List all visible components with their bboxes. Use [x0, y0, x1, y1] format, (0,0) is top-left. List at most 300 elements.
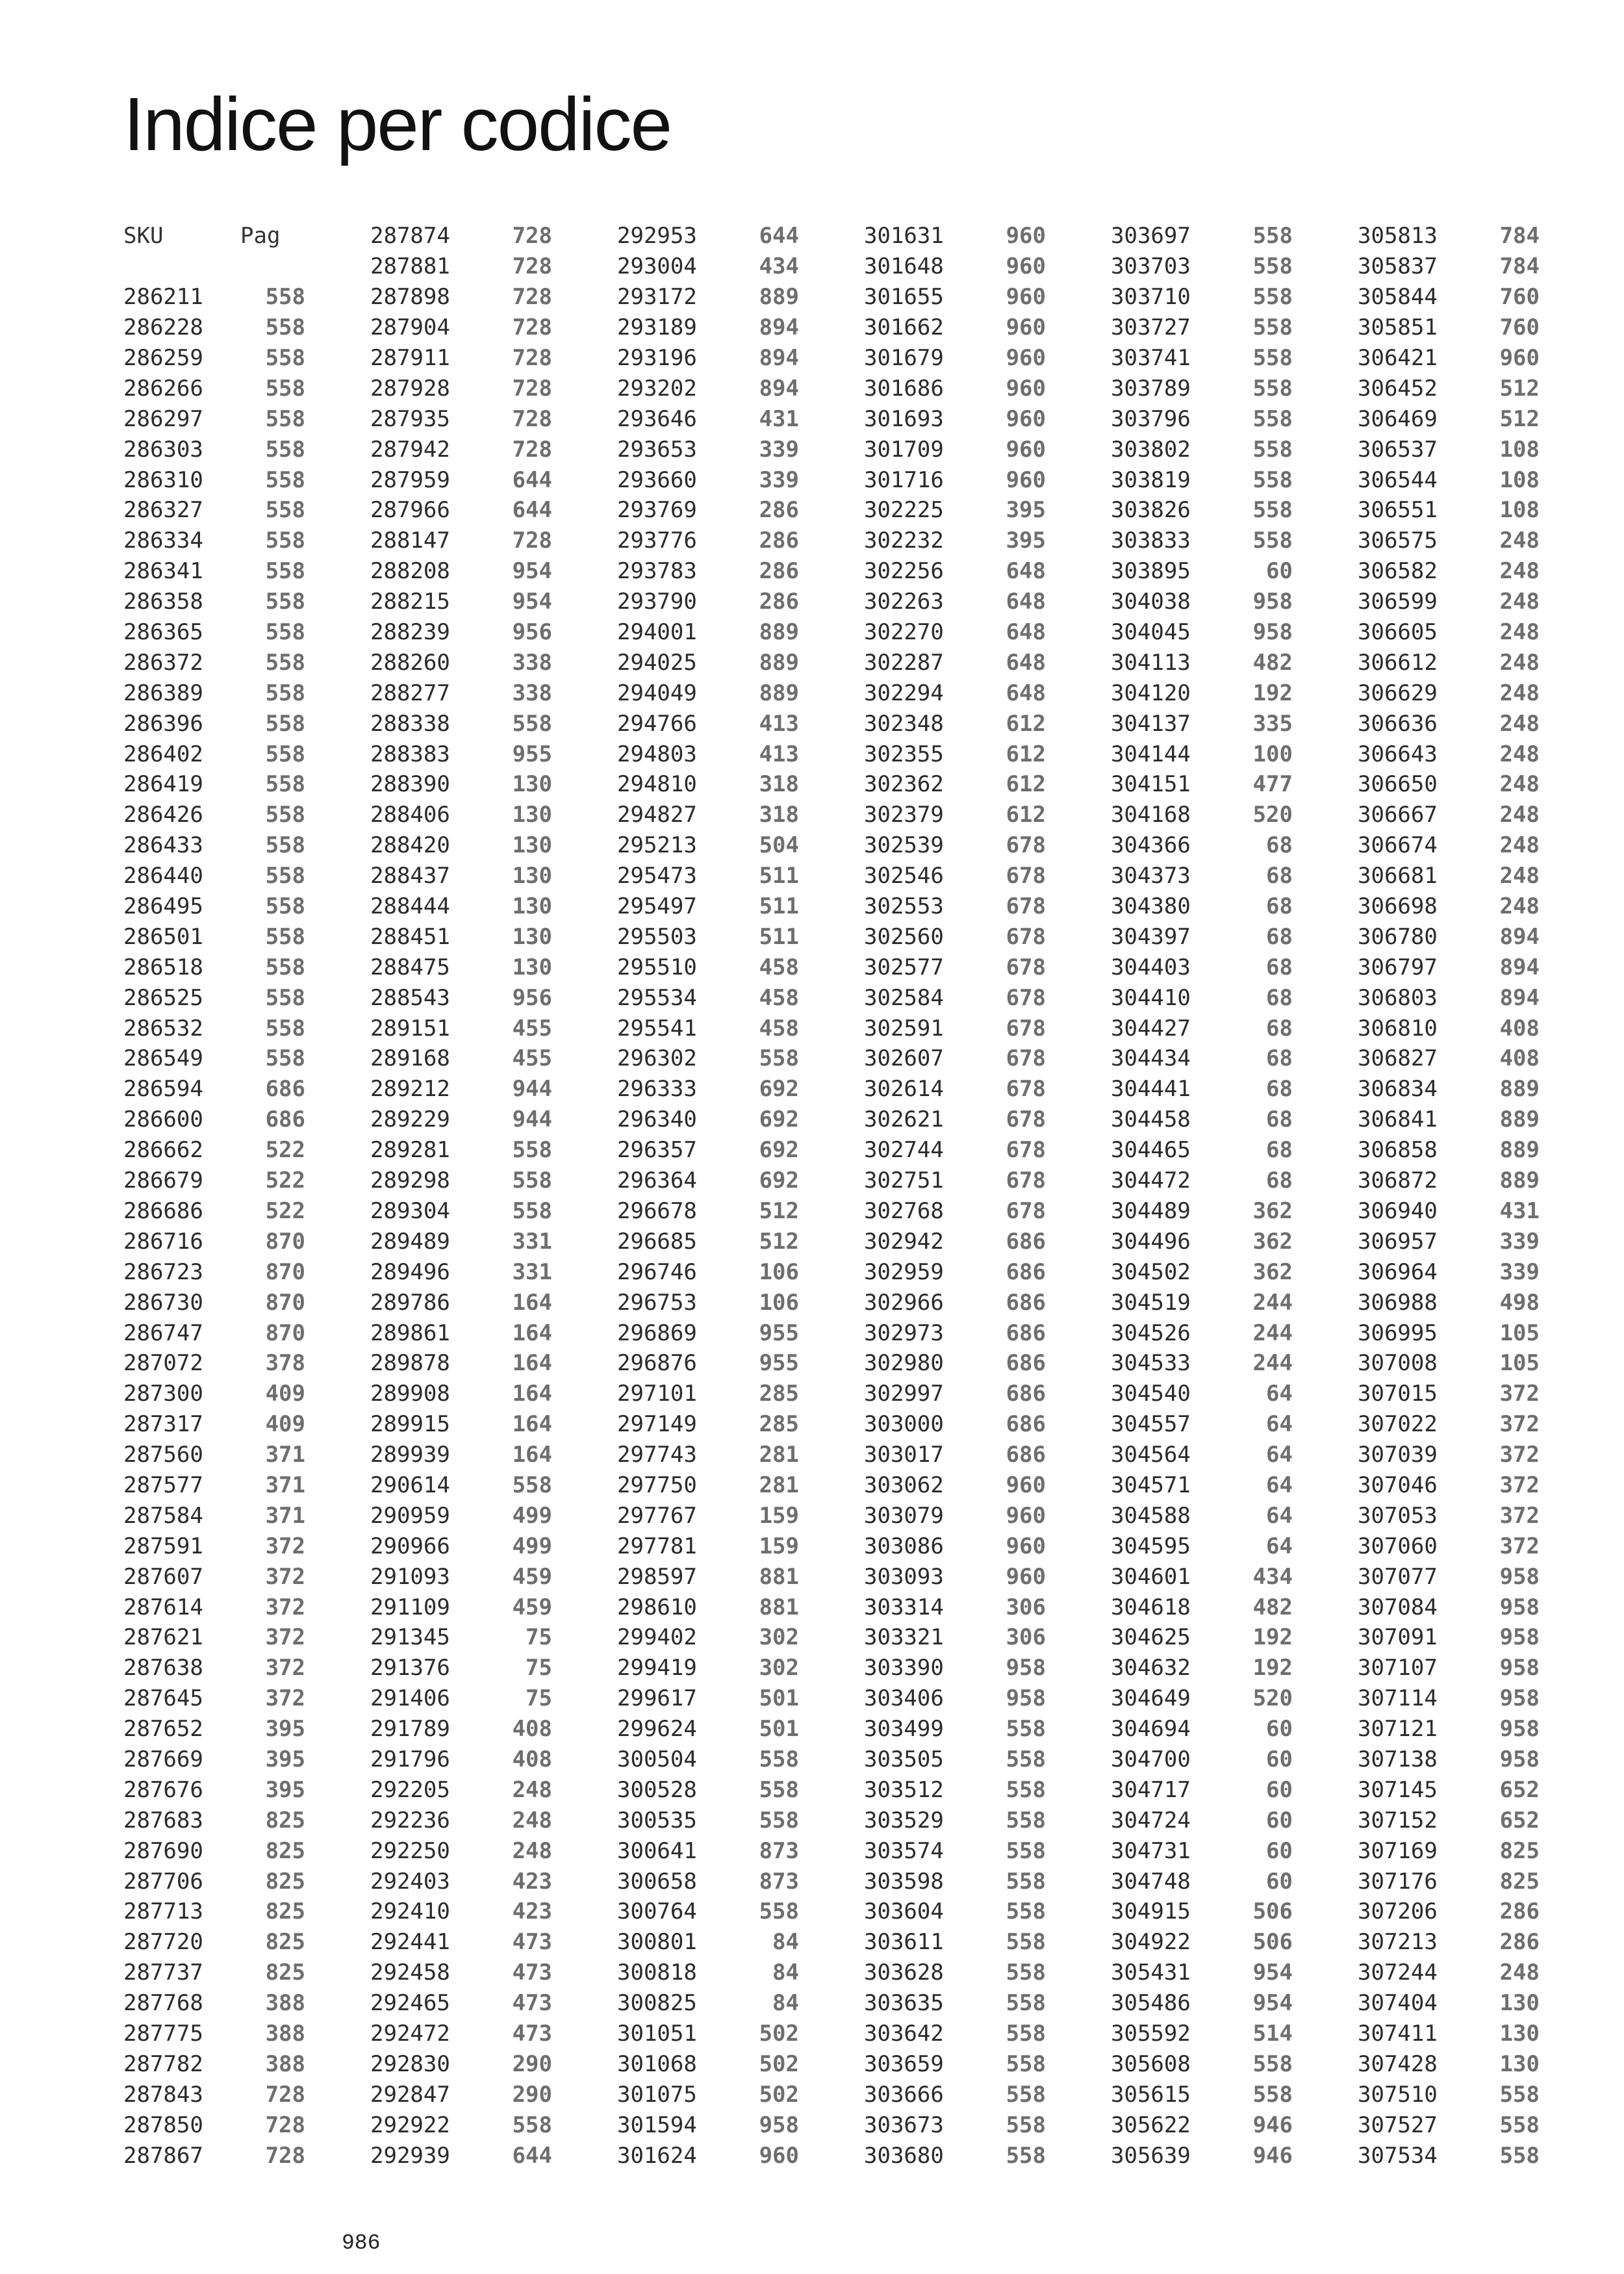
sku-code: 302225	[864, 497, 944, 524]
page-ref: 64	[1266, 1381, 1293, 1407]
index-entry	[617, 2079, 825, 2110]
index-entry	[864, 739, 1072, 769]
page-ref: 339	[759, 436, 799, 463]
sku-code: 292458	[370, 1960, 450, 1986]
sku-code: 306582	[1358, 558, 1438, 585]
page-ref: 558	[1252, 466, 1293, 493]
page-ref: 958	[1006, 1685, 1046, 1712]
sku-code: 298597	[617, 1563, 697, 1590]
page-ref: 459	[512, 1594, 552, 1620]
page-ref: 760	[1499, 284, 1540, 311]
page-ref: 652	[1499, 1776, 1540, 1803]
index-entry	[123, 1226, 331, 1257]
index-entry	[617, 526, 825, 556]
index-entry	[864, 1470, 1072, 1501]
page-ref: 473	[512, 2020, 552, 2047]
sku-code: 287942	[370, 436, 450, 463]
sku-code: 288437	[370, 863, 450, 889]
sku-code: 287676	[123, 1776, 203, 1803]
page-ref: 244	[1252, 1289, 1293, 1316]
sku-code: 302577	[864, 954, 944, 980]
sku-code: 301624	[617, 2142, 697, 2169]
sku-code: 303710	[1111, 284, 1191, 311]
index-entry	[617, 708, 825, 739]
page-ref: 558	[1006, 1990, 1046, 2017]
page-ref: 960	[1006, 345, 1046, 371]
index-entry	[864, 830, 1072, 861]
sku-code: 296869	[617, 1320, 697, 1346]
index-entry	[1358, 891, 1566, 922]
sku-code: 286662	[123, 1137, 203, 1164]
page-ref: 825	[265, 1898, 305, 1925]
page-ref: 248	[1499, 863, 1540, 889]
page-ref: 372	[265, 1624, 305, 1651]
index-entry	[864, 1835, 1072, 1866]
sku-code: 307411	[1358, 2020, 1438, 2047]
sku-code: 307107	[1358, 1655, 1438, 1681]
index-entry	[123, 1988, 331, 2019]
page-ref: 955	[759, 1320, 799, 1346]
page-ref: 960	[759, 2142, 799, 2169]
sku-code: 304397	[1111, 923, 1191, 950]
page-ref: 64	[1266, 1533, 1293, 1559]
index-entry	[1358, 1287, 1566, 1318]
sku-code: 286402	[123, 741, 203, 767]
sku-code: 303017	[864, 1442, 944, 1468]
sku-code: 303079	[864, 1502, 944, 1529]
page-ref: 75	[526, 1685, 552, 1712]
index-entry	[1111, 1927, 1319, 1958]
page-ref: 130	[1499, 2050, 1540, 2077]
sku-code: 300658	[617, 1868, 697, 1895]
sku-code: 304731	[1111, 1837, 1191, 1864]
index-entry	[864, 587, 1072, 617]
page-ref: 290	[512, 2081, 552, 2108]
page-ref: 473	[512, 1990, 552, 2017]
page-ref: 558	[1252, 314, 1293, 341]
index-entry	[123, 343, 331, 374]
index-entry	[617, 1927, 825, 1958]
sku-code: 306643	[1358, 741, 1438, 767]
sku-code: 289496	[370, 1258, 450, 1285]
sku-code: 287706	[123, 1868, 203, 1895]
page-ref: 372	[265, 1685, 305, 1712]
index-entry	[617, 1866, 825, 1897]
sku-code: 296876	[617, 1350, 697, 1377]
sku-code: 293004	[617, 253, 697, 280]
sku-code: 306940	[1358, 1197, 1438, 1224]
sku-code: 306605	[1358, 619, 1438, 646]
page-ref: 958	[1252, 589, 1293, 615]
page-ref: 944	[512, 1076, 552, 1103]
page-ref: 678	[1006, 1076, 1046, 1103]
index-entry	[864, 2140, 1072, 2171]
index-entry	[370, 2110, 578, 2140]
page-ref: 558	[1499, 2081, 1540, 2108]
index-entry	[370, 1318, 578, 1348]
page-ref: 331	[512, 1228, 552, 1255]
sku-code: 306452	[1358, 375, 1438, 402]
index-entry	[1111, 982, 1319, 1013]
index-entry	[123, 2140, 331, 2171]
sku-code: 289281	[370, 1137, 450, 1164]
index-entry	[123, 891, 331, 922]
sku-code: 286266	[123, 375, 203, 402]
index-entry	[617, 1714, 825, 1744]
index-entry	[123, 403, 331, 434]
sku-code: 303666	[864, 2081, 944, 2108]
page-ref: 558	[265, 314, 305, 341]
sku-code: 307046	[1358, 1472, 1438, 1498]
sku-code: 304496	[1111, 1228, 1191, 1255]
index-entry	[370, 1835, 578, 1866]
sku-code: 287300	[123, 1381, 203, 1407]
page-ref: 378	[265, 1350, 305, 1377]
page-ref: 870	[265, 1289, 305, 1316]
index-entry	[370, 1774, 578, 1805]
sku-code: 303703	[1111, 253, 1191, 280]
page-ref: 870	[265, 1320, 305, 1346]
sku-code: 302966	[864, 1289, 944, 1316]
page-ref: 388	[265, 2050, 305, 2077]
index-entry	[123, 2019, 331, 2049]
sku-code: 304540	[1111, 1381, 1191, 1407]
page-ref: 388	[265, 2020, 305, 2047]
index-entry	[1358, 1379, 1566, 1409]
page-ref: 678	[1006, 893, 1046, 920]
page-ref: 499	[512, 1533, 552, 1559]
sku-code: 304526	[1111, 1320, 1191, 1346]
page-ref: 372	[1499, 1411, 1540, 1438]
sku-code: 293202	[617, 375, 697, 402]
sku-code: 287843	[123, 2081, 203, 2108]
index-entry	[617, 1166, 825, 1196]
index-entry	[370, 282, 578, 313]
index-entry	[864, 1744, 1072, 1775]
page-ref: 954	[512, 558, 552, 585]
sku-code: 303635	[864, 1990, 944, 2017]
sku-code: 304502	[1111, 1258, 1191, 1285]
sku-code: 303000	[864, 1411, 944, 1438]
sku-code: 288208	[370, 558, 450, 585]
index-entry	[1111, 1074, 1319, 1105]
page-ref: 512	[1499, 405, 1540, 432]
page-ref: 558	[265, 710, 305, 737]
index-entry	[1111, 1653, 1319, 1683]
page-ref: 108	[1499, 497, 1540, 524]
index-entry	[864, 1440, 1072, 1470]
page-ref: 728	[512, 528, 552, 554]
sku-code: 307534	[1358, 2142, 1438, 2169]
sku-code: 303321	[864, 1624, 944, 1651]
index-entry	[617, 617, 825, 648]
index-entry	[1111, 1805, 1319, 1835]
index-entry	[1111, 1166, 1319, 1196]
index-entry	[1358, 2019, 1566, 2049]
page-ref: 558	[265, 984, 305, 1011]
page-ref: 946	[1252, 2112, 1293, 2138]
index-entry	[864, 2110, 1072, 2140]
index-entry	[617, 282, 825, 313]
index-entry	[370, 2079, 578, 2110]
sku-code: 307145	[1358, 1776, 1438, 1803]
sku-code: 301068	[617, 2050, 697, 2077]
page-ref: 106	[759, 1258, 799, 1285]
page-ref: 558	[1006, 1868, 1046, 1895]
page-ref: 558	[1006, 2112, 1046, 2138]
page-ref: 889	[759, 619, 799, 646]
sku-code: 301655	[864, 284, 944, 311]
page-ref: 558	[1006, 2050, 1046, 2077]
sku-code: 305431	[1111, 1960, 1191, 1986]
index-entry	[617, 587, 825, 617]
page-ref: 558	[265, 923, 305, 950]
page-ref: 558	[265, 497, 305, 524]
index-entry	[370, 891, 578, 922]
page-ref: 870	[265, 1228, 305, 1255]
sku-header: SKU	[123, 223, 164, 249]
index-entry	[123, 1105, 331, 1135]
sku-code: 287720	[123, 1929, 203, 1956]
page-ref: 960	[1006, 375, 1046, 402]
index-entry	[1111, 800, 1319, 830]
page-ref: 522	[265, 1168, 305, 1194]
sku-code: 304489	[1111, 1197, 1191, 1224]
index-entry	[370, 1866, 578, 1897]
page-ref: 413	[759, 741, 799, 767]
index-entry	[617, 1409, 825, 1440]
sku-code: 304571	[1111, 1472, 1191, 1498]
index-entry	[864, 1226, 1072, 1257]
index-entry	[617, 1135, 825, 1166]
sku-code: 304915	[1111, 1898, 1191, 1925]
sku-code: 286730	[123, 1289, 203, 1316]
sku-code: 286686	[123, 1197, 203, 1224]
index-entry	[617, 1074, 825, 1105]
page-ref: 458	[759, 1015, 799, 1041]
sku-code: 287768	[123, 1990, 203, 2017]
page-ref: 281	[759, 1472, 799, 1498]
index-entry	[370, 1714, 578, 1744]
page-ref: 302	[759, 1624, 799, 1651]
sku-code: 287072	[123, 1350, 203, 1377]
index-entry	[617, 1287, 825, 1318]
index-entry	[864, 1074, 1072, 1105]
sku-code: 299402	[617, 1624, 697, 1651]
page-ref: 644	[512, 497, 552, 524]
index-entry	[370, 1348, 578, 1379]
page-ref: 558	[265, 802, 305, 828]
sku-code: 302553	[864, 893, 944, 920]
sku-code: 291789	[370, 1716, 450, 1743]
page-ref: 502	[759, 2050, 799, 2077]
page-ref: 286	[759, 589, 799, 615]
index-entry	[123, 1074, 331, 1105]
index-entry	[1358, 1683, 1566, 1714]
index-entry	[1358, 373, 1566, 403]
index-entry	[617, 1988, 825, 2019]
index-entry	[1358, 1318, 1566, 1348]
sku-code: 288444	[370, 893, 450, 920]
page-ref: 558	[265, 649, 305, 676]
index-entry	[123, 373, 331, 403]
index-entry	[123, 2049, 331, 2079]
page-ref: 108	[1499, 436, 1540, 463]
sku-code: 302287	[864, 649, 944, 676]
index-entry	[864, 1866, 1072, 1897]
page-ref: 130	[512, 954, 552, 980]
page-ref: 68	[1266, 863, 1293, 889]
index-entry	[123, 2110, 331, 2140]
page-ref: 501	[759, 1685, 799, 1712]
index-entry	[1358, 2079, 1566, 2110]
sku-code: 307084	[1358, 1594, 1438, 1620]
index-entry	[123, 1409, 331, 1440]
page-ref: 244	[1252, 1350, 1293, 1377]
sku-code: 296753	[617, 1289, 697, 1316]
index-entry	[123, 1744, 331, 1775]
page-ref: 286	[759, 497, 799, 524]
sku-code: 300528	[617, 1776, 697, 1803]
page-ref: 894	[1499, 984, 1540, 1011]
page-ref: 130	[512, 832, 552, 859]
index-entry	[864, 982, 1072, 1013]
page-ref: 686	[1006, 1320, 1046, 1346]
sku-code: 303512	[864, 1776, 944, 1803]
sku-code: 304373	[1111, 863, 1191, 889]
index-entry	[370, 434, 578, 465]
sku-code: 304120	[1111, 680, 1191, 706]
sku-code: 307060	[1358, 1533, 1438, 1559]
sku-code: 287928	[370, 375, 450, 402]
page-ref: 954	[1252, 1960, 1293, 1986]
page-ref: 784	[1499, 223, 1540, 249]
index-entry	[617, 373, 825, 403]
sku-code: 304595	[1111, 1533, 1191, 1559]
page-ref: 339	[1499, 1228, 1540, 1255]
page-ref: 728	[512, 253, 552, 280]
index-entry	[370, 1379, 578, 1409]
index-entry	[123, 1348, 331, 1379]
page-ref: 558	[1006, 1837, 1046, 1864]
sku-code: 292410	[370, 1898, 450, 1925]
page-ref: 434	[1252, 1563, 1293, 1590]
page-ref: 558	[512, 1197, 552, 1224]
sku-code: 304588	[1111, 1502, 1191, 1529]
sku-code: 304038	[1111, 589, 1191, 615]
page-ref: 395	[265, 1746, 305, 1772]
sku-code: 290966	[370, 1533, 450, 1559]
index-entry	[123, 1013, 331, 1043]
page-ref: 105	[1499, 1350, 1540, 1377]
sku-code: 304458	[1111, 1106, 1191, 1133]
sku-code: 301051	[617, 2020, 697, 2047]
sku-code: 306674	[1358, 832, 1438, 859]
sku-code: 306698	[1358, 893, 1438, 920]
index-entry	[1111, 2140, 1319, 2171]
page-ref: 339	[759, 466, 799, 493]
sku-code: 307022	[1358, 1411, 1438, 1438]
page-ref: 290	[512, 2050, 552, 2077]
index-entry	[1358, 1348, 1566, 1379]
page-ref: 248	[1499, 802, 1540, 828]
page-ref: 68	[1266, 1137, 1293, 1164]
index-entry	[123, 1531, 331, 1561]
page-ref: 331	[512, 1258, 552, 1285]
index-entry	[1111, 1348, 1319, 1379]
page-ref: 648	[1006, 589, 1046, 615]
sku-code: 286365	[123, 619, 203, 646]
page-ref: 960	[1006, 466, 1046, 493]
page-ref: 362	[1252, 1228, 1293, 1255]
index-entry	[123, 708, 331, 739]
index-entry	[370, 647, 578, 678]
page-ref: 894	[759, 345, 799, 371]
sku-code: 303499	[864, 1716, 944, 1743]
index-entry	[123, 1714, 331, 1744]
sku-code: 299624	[617, 1716, 697, 1743]
page-ref: 558	[265, 466, 305, 493]
sku-code: 287867	[123, 2142, 203, 2169]
page-ref: 678	[1006, 954, 1046, 980]
index-entry	[370, 1622, 578, 1653]
index-entry	[370, 678, 578, 708]
page-ref: 60	[1266, 1807, 1293, 1833]
page-ref: 248	[1499, 771, 1540, 798]
index-entry	[370, 2049, 578, 2079]
index-entry	[1358, 617, 1566, 648]
index-entry	[864, 1348, 1072, 1379]
index-entry	[1111, 1196, 1319, 1227]
index-entry	[1358, 1013, 1566, 1043]
page-ref: 558	[1006, 1716, 1046, 1743]
index-entry	[1358, 1835, 1566, 1866]
sku-code: 303093	[864, 1563, 944, 1590]
index-entry	[1358, 739, 1566, 769]
index-entry	[123, 465, 331, 495]
sku-code: 300764	[617, 1898, 697, 1925]
sku-code: 289878	[370, 1350, 450, 1377]
page-ref: 68	[1266, 984, 1293, 1011]
sku-code: 305486	[1111, 1990, 1191, 2017]
index-column	[1111, 221, 1319, 2171]
index-entry	[123, 1043, 331, 1074]
index-entry	[1358, 861, 1566, 891]
page-ref: 64	[1266, 1442, 1293, 1468]
page-ref: 130	[1499, 1990, 1540, 2017]
index-entry	[123, 1135, 331, 1166]
index-entry	[1358, 1866, 1566, 1897]
index-entry	[1111, 1958, 1319, 1988]
index-entry	[1111, 617, 1319, 648]
page-ref: 558	[265, 375, 305, 402]
page-ref: 558	[265, 436, 305, 463]
sku-code: 302232	[864, 528, 944, 554]
sku-code: 303505	[864, 1746, 944, 1772]
sku-code: 293660	[617, 466, 697, 493]
index-entry	[123, 678, 331, 708]
index-entry	[370, 2140, 578, 2171]
sku-code: 286303	[123, 436, 203, 463]
page-ref: 285	[759, 1411, 799, 1438]
sku-code: 302379	[864, 802, 944, 828]
sku-code: 306780	[1358, 923, 1438, 950]
sku-code: 305851	[1358, 314, 1438, 341]
index-entry	[1358, 343, 1566, 374]
sku-code: 293189	[617, 314, 697, 341]
index-entry	[1111, 1318, 1319, 1348]
page-ref: 395	[265, 1776, 305, 1803]
